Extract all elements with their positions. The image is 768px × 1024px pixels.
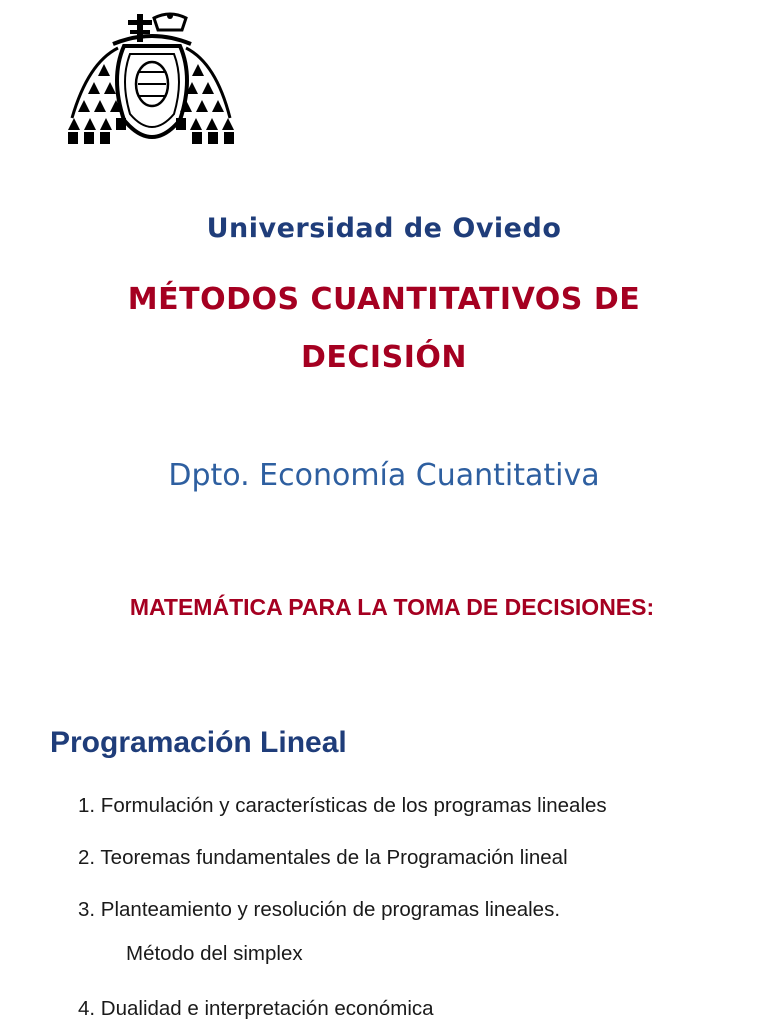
topic-item-text: 2. Teoremas fundamentales de la Programación lineal: [78, 846, 568, 869]
topic-item-1: [78, 794, 607, 818]
university-crest-icon: [58, 8, 244, 158]
university-name: Universidad de Oviedo: [206, 213, 562, 244]
topic-item-2: [78, 846, 568, 870]
course-title-line-1: MÉTODOS CUANTITATIVOS DE: [127, 282, 641, 317]
section-heading: Programación Lineal: [50, 726, 347, 759]
department-name: Dpto. Economía Cuantitativa: [168, 458, 600, 493]
course-title: [0, 271, 768, 387]
topic-item-4: [78, 997, 434, 1021]
topic-item-text: 3. Planteamiento y resolución de programas lineales.: [78, 898, 561, 921]
topic-item-3: [78, 898, 560, 966]
topic-item-text: 1. Formulación y características de los programas lineales: [78, 794, 607, 817]
topic-item-text: 4. Dualidad e interpretación económica: [78, 997, 434, 1020]
subject-title: MATEMÁTICA PARA LA TOMA DE DECISIONES:: [129, 594, 655, 620]
course-title-line-2: DECISIÓN: [301, 340, 467, 375]
topic-item-subtext: Método del simplex: [126, 942, 303, 965]
